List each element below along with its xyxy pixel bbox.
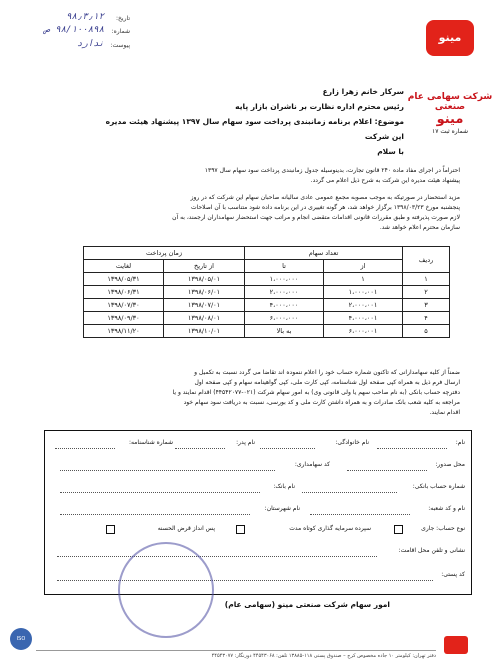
shareholder-code-label: کد سهامداری: bbox=[294, 461, 330, 468]
account-type-label: نوع حساب: جاری bbox=[421, 525, 465, 532]
attachment-value: ندارد bbox=[76, 39, 104, 49]
subject: موضوع: اعلام برنامه زمانبندی پرداخت سود سهام سال ۱۳۹۷ پیشنهاد هیئت مدیره این شرکت bbox=[105, 117, 404, 141]
header-to: تا bbox=[245, 260, 324, 273]
form-row-account bbox=[53, 483, 465, 495]
row-number: ۳ bbox=[403, 299, 450, 312]
date-value: ۹۸٫۳٫۱۲ bbox=[66, 12, 104, 22]
registration-number: شماره ثبت ۱۷ bbox=[431, 128, 468, 135]
father-label: نام پدر: bbox=[236, 439, 255, 446]
shares-to: ۱،۰۰۰،۰۰۰ bbox=[245, 273, 324, 286]
para2-line4: سازمان محترم اعلام خواهد شد. bbox=[379, 224, 460, 231]
id-number-label: شماره شناسنامه: bbox=[128, 439, 173, 446]
payment-start: ۱۳۹۸/۰۵/۰۱ bbox=[164, 273, 245, 286]
family-label: نام خانوادگی: bbox=[335, 439, 369, 446]
footer-logo-icon bbox=[444, 636, 468, 654]
header-until: لغایت bbox=[84, 260, 164, 273]
para2-line3: لازم صورت پذیرفته و طبق مقررات قانونی اقدامات متقضی انجام و مراتب جهت استحضار سهامداران ارجمند، به آن bbox=[172, 214, 460, 221]
payment-start: ۱۳۹۸/۰۶/۰۱ bbox=[164, 286, 245, 299]
postal-code-field[interactable] bbox=[57, 571, 433, 581]
signature-line: امور سهام شرکت صنعتی مینو (سهامی عام) bbox=[224, 600, 390, 609]
payment-start: ۱۳۹۸/۰۸/۰۱ bbox=[164, 312, 245, 325]
header-row-number: ردیف bbox=[403, 247, 450, 273]
table-row bbox=[84, 325, 450, 338]
bank-name-label: نام بانک: bbox=[273, 483, 295, 490]
shares-from: ۱ bbox=[324, 273, 403, 286]
footer-address: دفتر تهران: کیلومتر ۱۰ جاده مخصوص کرج – صندوق پستی ۱۱۸-۱۳۸۸۵ تلفن: ۴۴۵۴۳۰۶۸ دورنگار: ۴۴۵۴۳۰۷۷ bbox=[36, 650, 436, 659]
para1-line1: احتراماً در اجرای مفاد ماده ۲۴۰ قانون تجارت، بدینوسیله جدول زمانبندی پرداخت سود سهام سال ۱۳۹۷ bbox=[204, 167, 460, 174]
company-name-logo: مینو bbox=[436, 112, 464, 127]
number-label: شماره: bbox=[111, 28, 130, 35]
account-number-field[interactable] bbox=[302, 483, 397, 493]
greeting: با سلام bbox=[377, 147, 404, 156]
header-payment-time: زمان پرداخت bbox=[84, 247, 245, 260]
father-field[interactable] bbox=[175, 439, 225, 449]
para3-line3: دفترچه حساب بانکی (به نام صاحب سهم یا ولی قانونی وی) به امور سهام شرکت (۰۲۱-۴۴۵۴۲۰۷۷) اقدام نمایند و یا bbox=[172, 389, 460, 396]
shareholder-code-field[interactable] bbox=[60, 461, 275, 471]
letter-heading bbox=[104, 84, 404, 159]
address-field[interactable] bbox=[57, 547, 377, 557]
row-number: ۴ bbox=[403, 312, 450, 325]
form-row-account-type bbox=[53, 525, 465, 539]
family-field[interactable] bbox=[260, 439, 315, 449]
attachment-label: پیوست: bbox=[110, 42, 130, 49]
table-row bbox=[84, 273, 450, 286]
payment-end: ۱۳۹۸/۰۶/۳۱ bbox=[84, 286, 164, 299]
short-term-label: سپرده سرمایه گذاری کوتاه مدت bbox=[289, 525, 371, 532]
qarz-checkbox[interactable] bbox=[106, 525, 115, 534]
para3-line4: مراجعه به کلیه شعب بانک صادرات و به همراه داشتن کارت ملی و کد بورسی، نسبت به دریافت سود سهام خود bbox=[183, 399, 460, 406]
shares-to: ۶،۰۰۰،۰۰۰ bbox=[245, 312, 324, 325]
city-label: نام شهرستان: bbox=[264, 505, 300, 512]
current-account-checkbox[interactable] bbox=[394, 525, 403, 534]
shares-to: به بالا bbox=[245, 325, 324, 338]
paragraph-1 bbox=[50, 166, 460, 186]
payment-end: ۱۳۹۸/۱۱/۲۰ bbox=[84, 325, 164, 338]
header-shares: تعداد سهام bbox=[245, 247, 403, 260]
name-field[interactable] bbox=[377, 439, 447, 449]
row-number: ۲ bbox=[403, 286, 450, 299]
issue-place-field[interactable] bbox=[347, 461, 427, 471]
branch-field[interactable] bbox=[310, 505, 410, 515]
form-row-name bbox=[53, 439, 465, 451]
form-row-branch bbox=[53, 505, 465, 517]
payment-end: ۱۳۹۸/۰۷/۳۰ bbox=[84, 299, 164, 312]
shares-from: ۶،۰۰۰،۰۰۱ bbox=[324, 325, 403, 338]
para2-line2: پنجشنبه مورخ ۱۳۹۸/۰۳/۲۳ برگزار خواهد شد، هر گونه تغییری در این برنامه داده شود متناسب با آن اصلاحات bbox=[190, 204, 460, 211]
qarz-label: پس انداز قرض الحسنه bbox=[157, 525, 215, 532]
row-number: ۵ bbox=[403, 325, 450, 338]
row-number: ۱ bbox=[403, 273, 450, 286]
payment-start: ۱۳۹۸/۱۰/۰۱ bbox=[164, 325, 245, 338]
number-value: ۹۸/۱۰۰۸۹۸ ص bbox=[44, 25, 104, 35]
bank-name-field[interactable] bbox=[60, 483, 260, 493]
shares-from: ۲،۰۰۰،۰۰۱ bbox=[324, 299, 403, 312]
branch-label: نام و کد شعبه: bbox=[428, 505, 465, 512]
form-row-postal bbox=[53, 571, 465, 583]
header-from: از bbox=[324, 260, 403, 273]
header-from-date: از تاریخ bbox=[164, 260, 245, 273]
recipient: سرکار خانم زهرا زارع bbox=[322, 87, 404, 96]
header-fields bbox=[40, 12, 130, 53]
para2-line1: مزید استحضار در صورتیکه به موجب مصوبه مجمع عمومی عادی سالیانه صاحبان سهام این شرکت که در روز bbox=[190, 194, 460, 201]
city-field[interactable] bbox=[60, 505, 250, 515]
recipient-title: رئیس محترم اداره نظارت بر ناشران بازار پایه bbox=[235, 102, 404, 111]
date-label: تاریخ: bbox=[116, 15, 130, 22]
company-stamp bbox=[118, 542, 214, 638]
table-row bbox=[84, 312, 450, 325]
shares-from: ۴،۰۰۰،۰۰۱ bbox=[324, 312, 403, 325]
form-row-issue bbox=[53, 461, 465, 473]
short-term-checkbox[interactable] bbox=[236, 525, 245, 534]
id-number-field[interactable] bbox=[55, 439, 115, 449]
payment-end: ۱۳۹۸/۰۹/۳۰ bbox=[84, 312, 164, 325]
postal-code-label: کد پستی: bbox=[441, 571, 465, 578]
company-logo-block bbox=[406, 20, 494, 135]
paragraph-3 bbox=[50, 368, 460, 418]
iso-badge-icon: ISO bbox=[10, 628, 32, 650]
para3-line5: اقدام نمایند. bbox=[429, 409, 460, 416]
name-label: نام: bbox=[455, 439, 465, 446]
shares-from: ۱،۰۰۰،۰۰۱ bbox=[324, 286, 403, 299]
company-name: شرکت سهامی عام صنعتی bbox=[407, 92, 493, 112]
minoo-logo: مینو bbox=[426, 20, 474, 56]
issue-place-label: محل صدور: bbox=[435, 461, 465, 468]
para1-line2: پیشنهاد هیئت مدیره این شرکت به شرح ذیل اعلام می گردد. bbox=[310, 177, 460, 184]
para3-line1: ضمناً از کلیه سهامدارانی که تاکنون شماره حساب خود را اعلام ننموده اند تقاضا می گردد نسبت به تکمیل و bbox=[194, 369, 460, 376]
shareholder-form bbox=[44, 430, 472, 595]
shares-to: ۲،۰۰۰،۰۰۰ bbox=[245, 286, 324, 299]
payment-start: ۱۳۹۸/۰۷/۰۱ bbox=[164, 299, 245, 312]
table-row bbox=[84, 299, 450, 312]
payment-schedule-table bbox=[83, 246, 450, 338]
shares-to: ۴،۰۰۰،۰۰۰ bbox=[245, 299, 324, 312]
para3-line2: ارسال فرم ذیل به همراه کپی صفحه اول شناسنامه، کپی کارت ملی، کپی گواهینامه سهام و کپی صفحه اول bbox=[194, 379, 460, 386]
address-label: نشانی و تلفن محل اقامت: bbox=[398, 547, 465, 554]
form-row-address bbox=[53, 547, 465, 559]
payment-end: ۱۳۹۸/۰۵/۳۱ bbox=[84, 273, 164, 286]
table-row bbox=[84, 286, 450, 299]
paragraph-2 bbox=[50, 193, 460, 233]
account-number-label: شماره حساب بانکی: bbox=[412, 483, 465, 490]
